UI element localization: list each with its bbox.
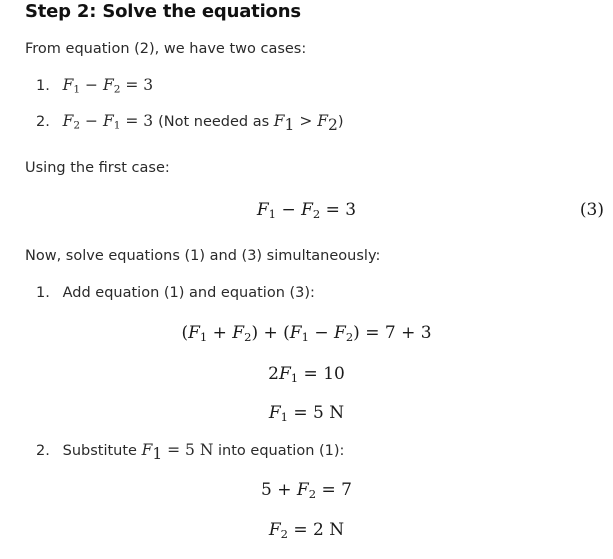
section-heading: Step 2: Solve the equations — [25, 1, 301, 22]
equation-tag-3: (3) — [579, 200, 604, 220]
step-item-1 — [36, 285, 315, 301]
add-equation: $(F_1 + F_2) + (F_1 - F_2) = 7 + 3$ — [181, 323, 432, 344]
using-first-case-text: Using the first case: — [25, 160, 170, 176]
case-item-2 — [36, 112, 344, 134]
f2-value-equation: $F_2 = 2$ N — [268, 520, 345, 541]
now-solve-text: Now, solve equations (1) and (3) simultaneously: — [25, 248, 381, 264]
substitute-equation: $5 + F_2 = 7$ — [261, 480, 352, 501]
case-number: 2. — [36, 114, 50, 130]
f1-value-equation: $F_1 = 5$ N — [268, 403, 345, 424]
case-equation: $F_1 - F_2 = 3$ — [62, 76, 154, 96]
step-text: Add equation (1) and equation (3): — [62, 285, 315, 301]
two-f1-equation: $2F_1 = 10$ — [268, 364, 345, 385]
case-equation: $F_2 - F_1 = 3$ — [62, 112, 154, 132]
equation-3: $F_1 - F_2 = 3$ — [256, 200, 357, 221]
case-number: 1. — [36, 78, 50, 94]
step-item-2: 2. Substitute $F_1 = 5$ N into equation (1): — [36, 441, 345, 463]
step-number: 2. — [36, 443, 50, 459]
intro-paragraph: From equation (2), we have two cases: — [25, 41, 307, 57]
step-number: 1. — [36, 285, 50, 301]
case-item-1 — [36, 76, 153, 94]
case-note: (Not needed as $F_1 > F_2$) — [158, 112, 344, 134]
